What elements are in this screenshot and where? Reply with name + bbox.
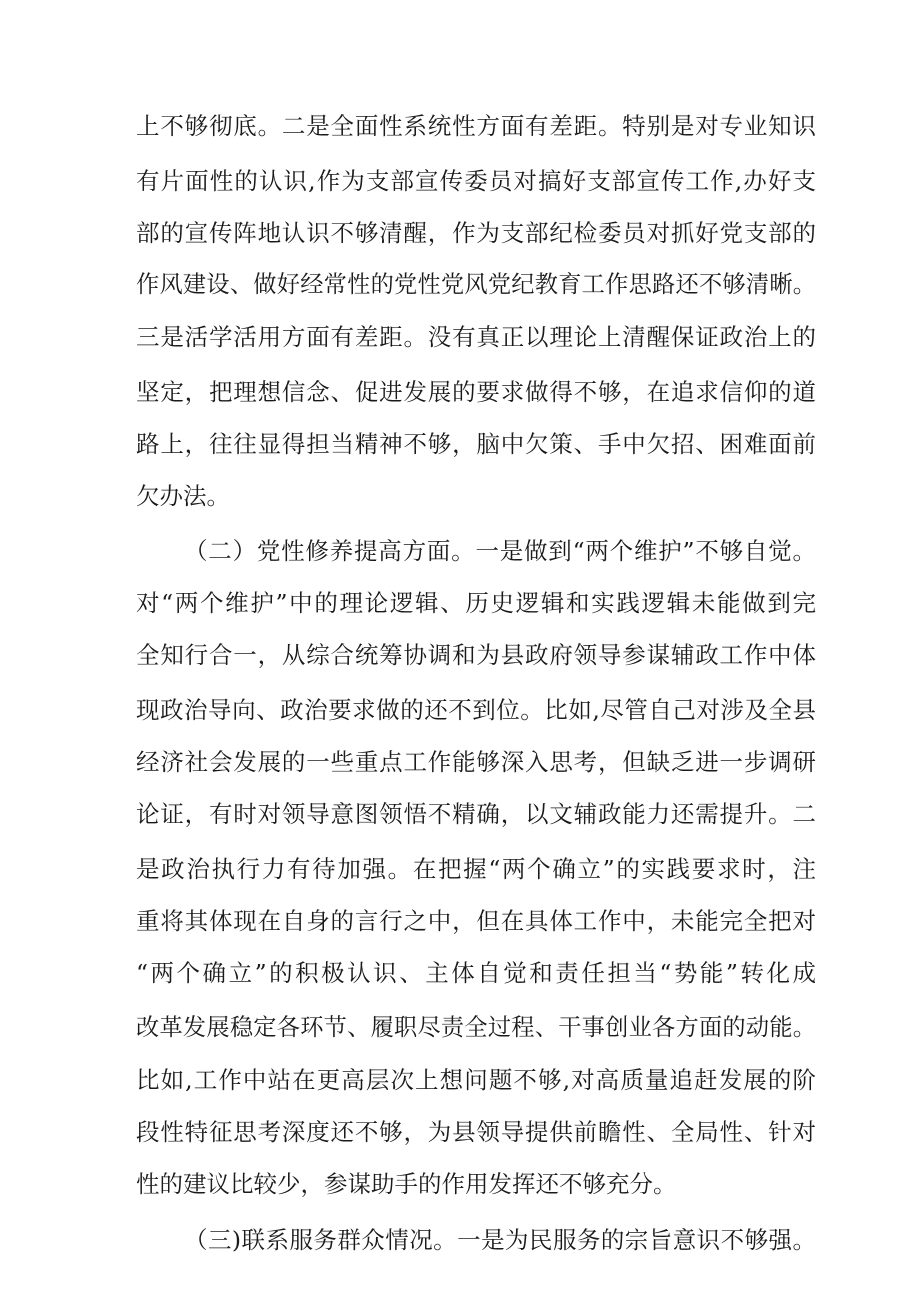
text-line: 坚定，把理想信念、促进发展的要求做得不够，在追求信仰的道 [136,378,816,406]
text-line: 欠办法。 [136,482,230,510]
text-line: 路上，往往显得担当精神不够，脑中欠策、手中欠招、困难面前 [136,430,816,458]
text-line: 全知行合一，从综合统筹协调和为县政府领导参谋辅政工作中体 [136,641,816,669]
text-line: 经济社会发展的一些重点工作能够深入思考，但缺乏进一步调研 [136,748,816,776]
text-line: 是政治执行力有待加强。在把握“两个确立”的实践要求时，注 [136,855,816,883]
text-line: 重将其体现在自身的言行之中，但在具体工作中，未能完全把对 [136,907,816,935]
text-line: 三是活学活用方面有差距。没有真正以理论上清醒保证政治上的 [136,323,816,351]
text-line: 上不够彻底。二是全面性系统性方面有差距。特别是对专业知识 [136,112,816,140]
text-line: 改革发展稳定各环节、履职尽责全过程、干事创业各方面的动能。 [136,1014,816,1041]
text-line: 论证，有时对领导意图领悟不精确，以文辅政能力还需提升。二 [136,800,816,828]
text-line: 对“两个维护”中的理论逻辑、历史逻辑和实践逻辑未能做到完 [136,589,816,617]
text-line: 有片面性的认识,作为支部宣传委员对搞好支部宣传工作,办好支 [136,167,816,195]
text-line: “两个确立”的积极认识、主体自觉和责任担当“势能”转化成 [136,959,816,987]
text-line: 比如,工作中站在更高层次上想问题不够,对高质量追赶发展的阶 [136,1066,816,1094]
text-line: 现政治导向、政治要求做的还不到位。比如,尽管自己对涉及全县 [136,696,816,724]
section-heading-line: （二）党性修养提高方面。一是做到“两个维护”不够自觉。 [184,537,816,565]
text-line: 作风建设、做好经常性的党性党风党纪教育工作思路还不够清晰。 [136,271,816,298]
text-line: 性的建议比较少，参谋助手的作用发挥还不够充分。 [136,1170,677,1198]
text-line: 部的宣传阵地认识不够清醒，作为支部纪检委员对抓好党支部的 [136,219,816,247]
section-heading-line: （三)联系服务群众情况。一是为民服务的宗旨意识不够强。 [184,1226,816,1254]
text-line: 段性特征思考深度还不够，为县领导提供前瞻性、全局性、针对 [136,1118,816,1146]
